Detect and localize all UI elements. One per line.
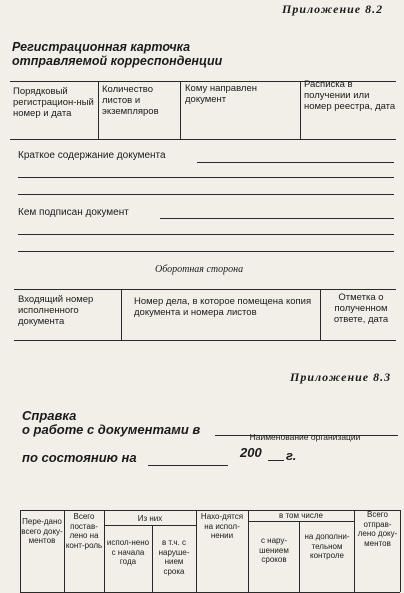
summary-line (18, 194, 394, 195)
header-handed-total: Пере-дано всего доку-ментов (21, 517, 63, 545)
year-suffix: г. (286, 448, 297, 463)
summary-label: Краткое содержание документа (18, 150, 166, 161)
header-executed-from-year-start: испол-нено с начала года (106, 538, 150, 566)
header-including: в том числе (279, 511, 323, 520)
signed-by-line (18, 234, 394, 235)
header-receipt: Расписка в получении или номер реестра, дата (304, 79, 396, 112)
signed-by-line (160, 218, 394, 219)
appendix-8-3-label: Приложение 8.3 (290, 370, 392, 384)
signed-by-line (18, 251, 394, 252)
header-extra-control: на дополни-тельном контроле (304, 532, 350, 560)
header-of-them: Из них (137, 514, 163, 523)
header-total-sent: Всего отправ-лено доку-ментов (357, 510, 398, 548)
header-total-on-control: Всего постав-лено на конт-роль (65, 512, 103, 550)
year-text: 200 (240, 445, 262, 460)
year-line (268, 460, 284, 461)
reference-title: Справка о работе с документами в (22, 408, 201, 437)
header-registration-number: Порядковый регистрацион-ный номер и дата (13, 86, 94, 119)
date-line (148, 465, 228, 466)
header-in-execution: Нахо-дятся на испол-нении (200, 512, 244, 540)
header-incoming-number: Входящий номер исполненного документа (18, 294, 94, 327)
signed-by-label: Кем подписан документ (18, 207, 129, 218)
state-date-label: по состоянию на (22, 450, 137, 465)
appendix-8-2-label: Приложение 8.2 (282, 2, 384, 16)
header-violated-deadlines: с нару-шением сроков (259, 536, 289, 564)
header-sheets-count: Количество листов и экземпляров (102, 84, 159, 117)
header-case-number: Номер дела, в которое помещена копия документа и номера листов (134, 296, 312, 318)
organization-caption: Наименование организации (249, 432, 361, 442)
registration-card-title: Регистрационная карточка отправляемой корреспонденции (12, 40, 223, 68)
header-reply-mark: Отметка о полученном ответе, дата (333, 292, 389, 325)
reverse-side-label: Оборотная сторона (155, 264, 244, 275)
summary-line (18, 177, 394, 178)
header-addressee: Кому направлен документ (185, 83, 257, 105)
summary-line (197, 162, 394, 163)
header-with-violation: в т.ч. с наруше-нием срока (158, 538, 190, 576)
